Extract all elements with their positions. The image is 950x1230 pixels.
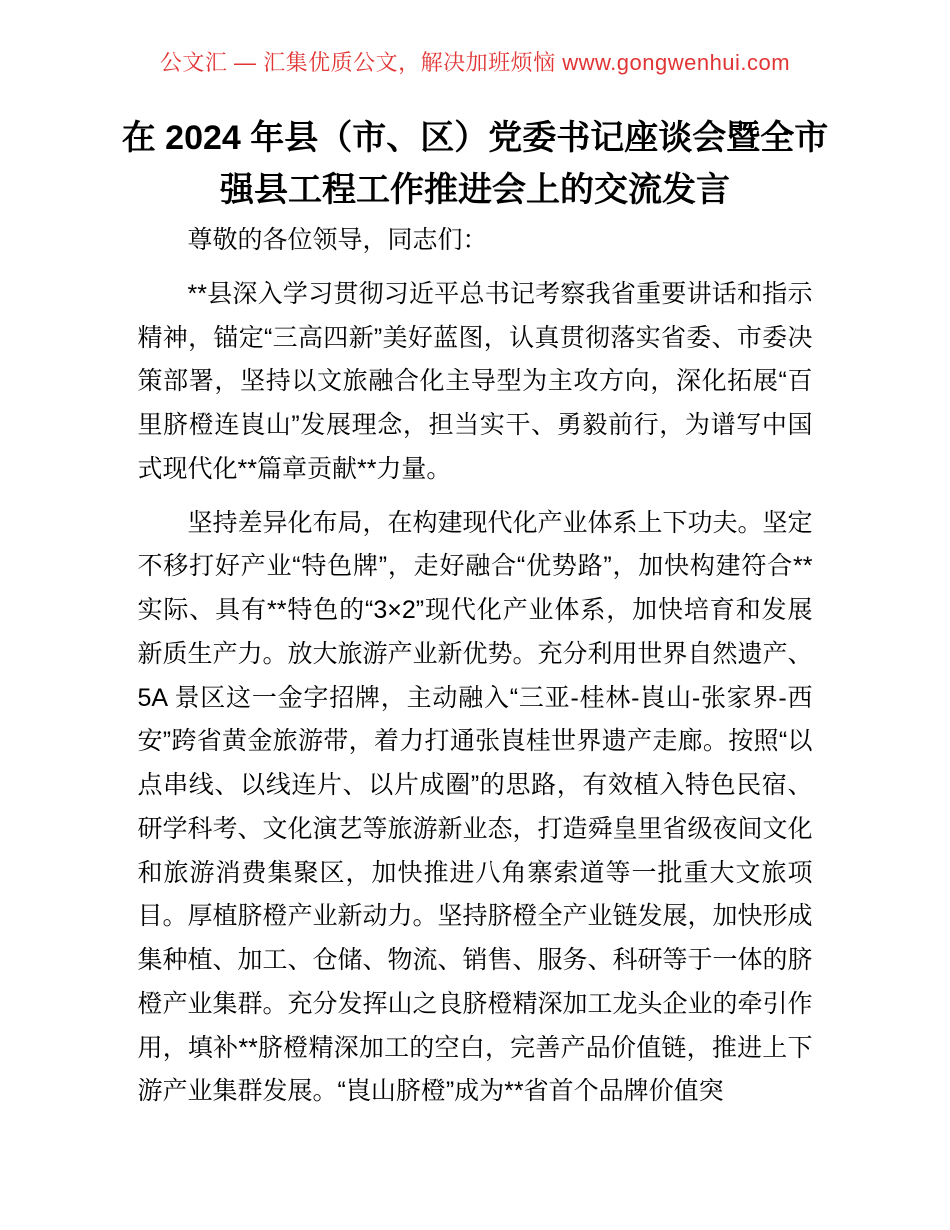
- watermark-header: 公文汇 — 汇集优质公文，解决加班烦恼 www.gongwenhui.com: [159, 50, 791, 75]
- greeting-paragraph: 尊敬的各位领导，同志们：: [187, 226, 488, 254]
- document-body: [138, 219, 813, 1114]
- body-paragraph-1: **县深入学习贯彻习近平总书记考察我省重要讲话和指示精神，锚定“三高四新”美好蓝图，认真贯彻落实省委、市委决策部署，坚持以文旅融合化主导型为主攻方向，深化拓展“百里脐橙连崀山”发展理念，担当实干、勇毅前行，为谱写中国式现代化**篇章贡献**力量。: [137, 279, 813, 483]
- document-title-line-1: 在 2024 年县（市、区）党委书记座谈会暨全市: [121, 119, 829, 157]
- document-title: [95, 112, 855, 216]
- body-paragraph-2: 坚持差异化布局，在构建现代化产业体系上下功夫。坚定不移打好产业“特色牌”，走好融合“优势路”，加快构建符合**实际、具有**特色的“3×2”现代化产业体系，加快培育和发展新质生产力。放大旅游产业新优势。充分利用世界自然遗产、5A 景区这一金字招牌，主动融入“三亚-桂林-崀山-张家界-西安”跨省黄金旅游带，着力打通张崀桂世界遗产走廊。按照“以点串线、以线连片、以片成圈”的思路，有效植入特色民宿、研学科考、文化演艺等旅游新业态，打造舜皇里省级夜间文化和旅游消费集聚区，加快推进八角寨索道等一批重大文旅项目。厚植脐橙产业新动力。坚持脐橙全产业链发展，加快形成集种植、加工、仓储、物流、销售、服务、科研等于一体的脐橙产业集群。充分发挥山之良脐橙精深加工龙头企业的牵引作用，填补**脐橙精深加工的空白，完善产品价值链，推进上下游产业集群发展。“崀山脐橙”成为**省首个品牌价值突: [137, 508, 813, 1106]
- document-title-line-2: 强县工程工作推进会上的交流发言: [220, 171, 730, 209]
